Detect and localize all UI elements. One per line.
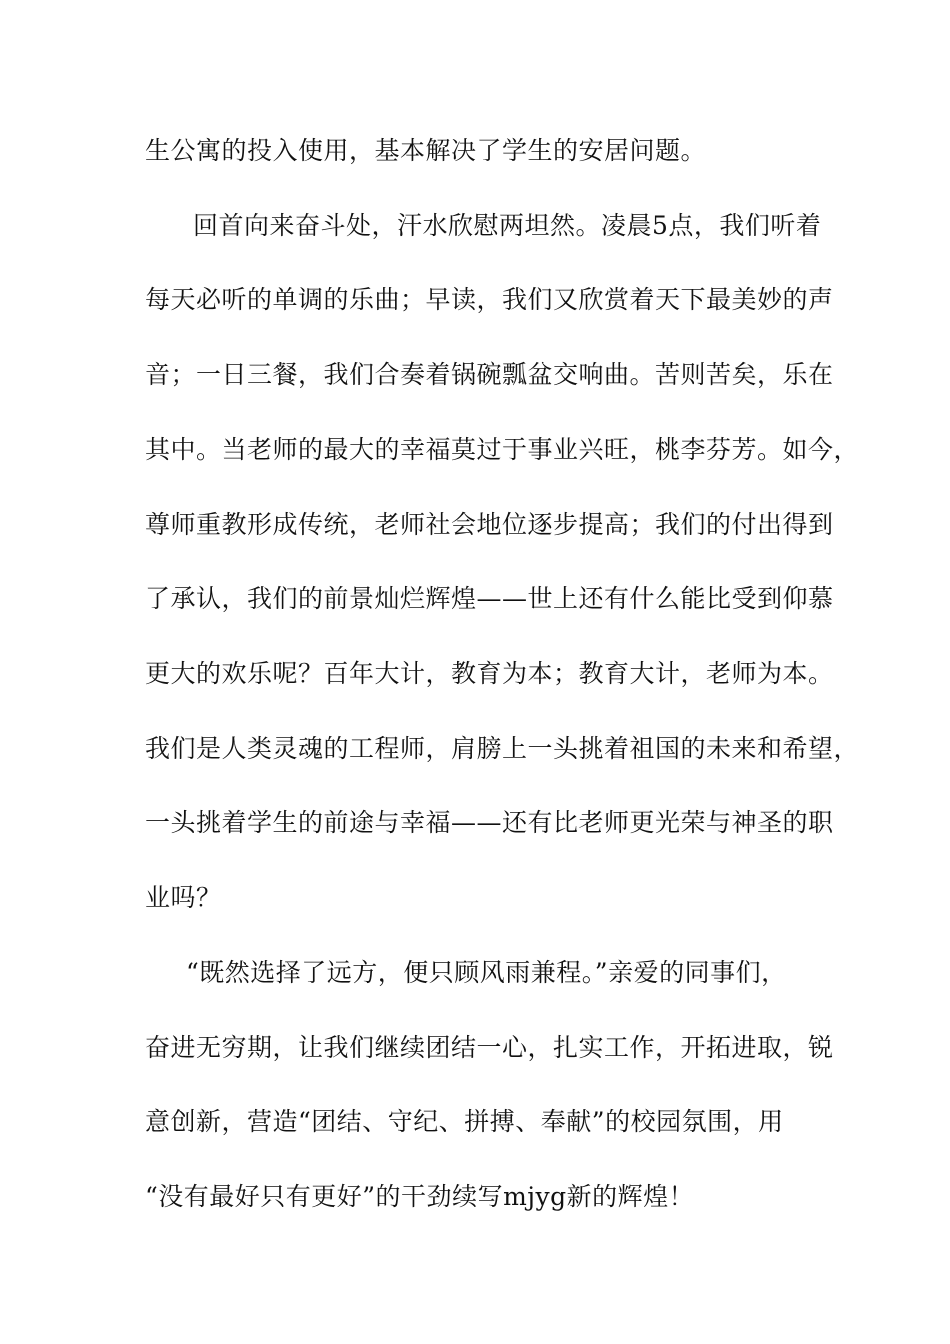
paragraph-line: 我们是人类灵魂的工程师，肩膀上一头挑着祖国的未来和希望，: [145, 734, 860, 763]
paragraph-line: 其中。当老师的最大的幸福莫过于事业兴旺，桃李芬芳。如今，: [145, 435, 860, 464]
paragraph-line: 生公寓的投入使用，基本解决了学生的安居问题。: [145, 136, 707, 165]
paragraph-line: 业吗？: [145, 883, 222, 912]
paragraph-line: “既然选择了远方，便只顾风雨兼程。”亲爱的同事们，: [186, 958, 787, 987]
paragraph-line: 了承认，我们的前景灿烂辉煌——世上还有什么能比受到仰慕: [145, 584, 834, 613]
paragraph-line: “没有最好只有更好”的干劲续写mjyg新的辉煌！: [145, 1182, 695, 1211]
paragraph-line: 意创新，营造“团结、守纪、拼搏、奉献”的校园氛围，用: [145, 1107, 784, 1136]
paragraph-line: 一头挑着学生的前途与幸福——还有比老师更光荣与神圣的职: [145, 808, 834, 837]
paragraph-line: 更大的欢乐呢？百年大计，教育为本；教育大计，老师为本。: [145, 659, 834, 688]
paragraph-line: 回首向来奋斗处，汗水欣慰两坦然。凌晨5点，我们听着: [193, 211, 822, 240]
paragraph-line: 音；一日三餐，我们合奏着锅碗瓢盆交响曲。苦则苦矣，乐在: [145, 360, 834, 389]
paragraph-line: 每天必听的单调的乐曲；早读，我们又欣赏着天下最美妙的声: [145, 285, 834, 314]
paragraph-line: 尊师重教形成传统，老师社会地位逐步提高；我们的付出得到: [145, 510, 834, 539]
paragraph-line: 奋进无穷期，让我们继续团结一心，扎实工作，开拓进取，锐: [145, 1033, 834, 1062]
